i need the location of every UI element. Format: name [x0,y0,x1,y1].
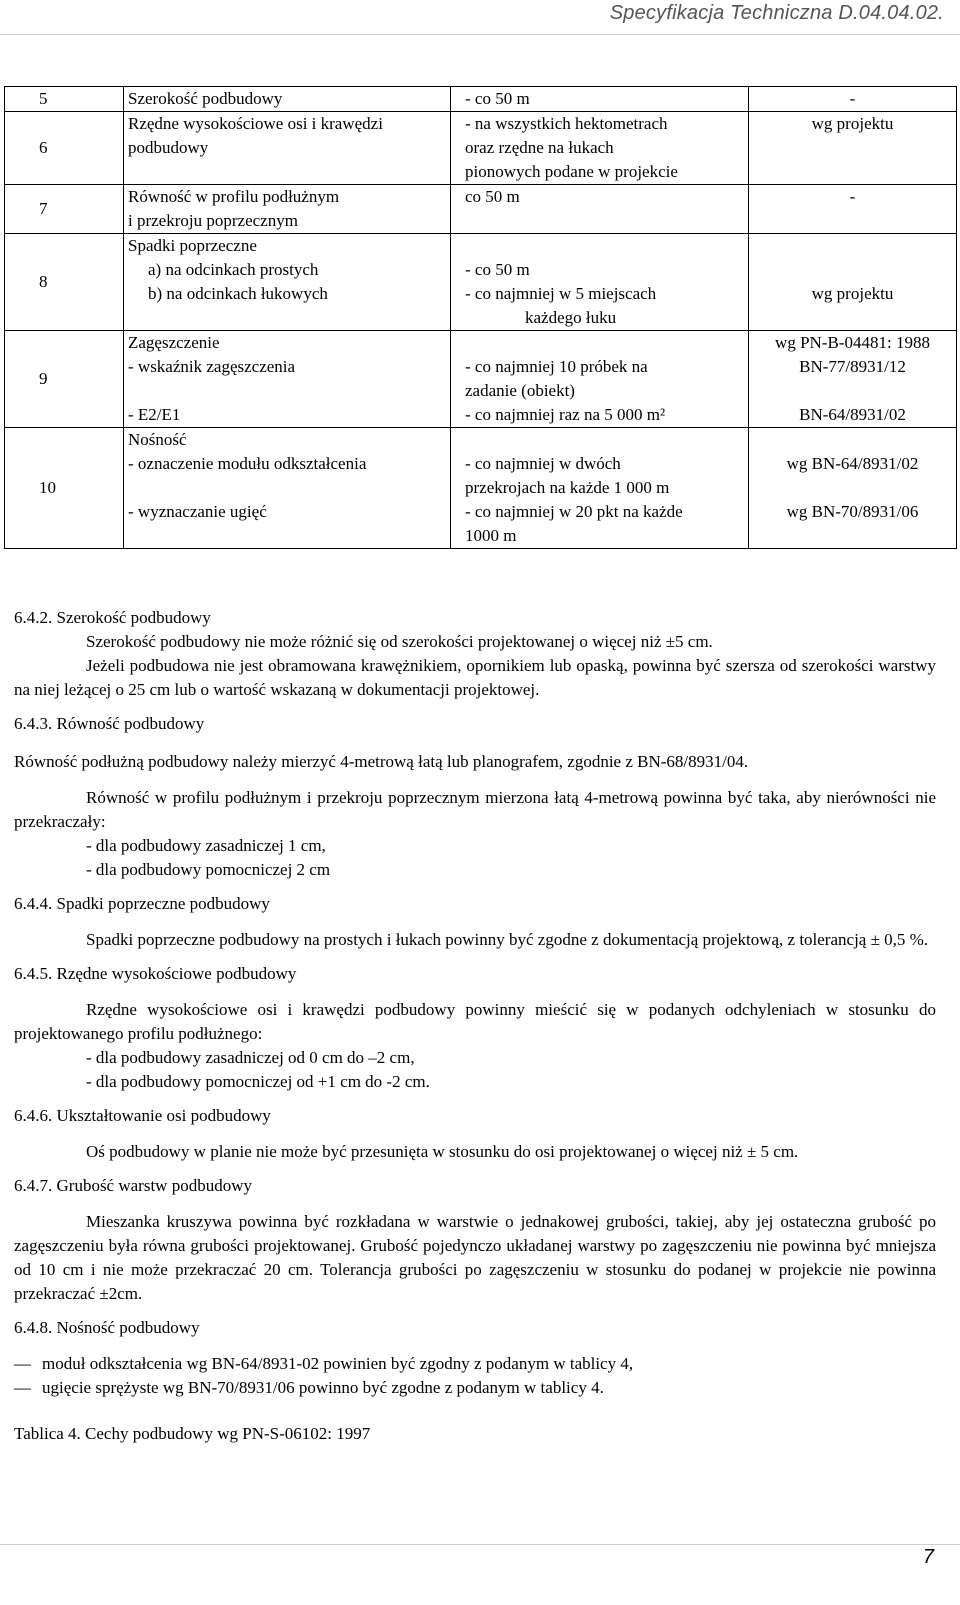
reference [749,234,957,331]
property-name [124,185,451,234]
list-item: - dla podbudowy pomocniczej od +1 cm do -2 cm. [86,1072,430,1091]
header-rule [0,34,960,35]
section-heading: 6.4.3. Równość podbudowy [14,714,205,733]
paragraph: Spadki poprzeczne podbudowy na prostych i łukach powinny być zgodne z dokumentacją projektową, z tolerancją ± 0,5 %. [86,930,929,949]
control-table [4,86,957,549]
property-name [124,112,451,185]
bullet-item [14,1376,936,1400]
bullet-text: moduł odkształcenia wg BN-64/8931-02 powinien być zgodny z podanym w tablicy 4, [42,1354,634,1373]
section-heading: 6.4.7. Grubość warstw podbudowy [14,1176,252,1195]
table-row-6 [5,112,957,185]
table-caption: Tablica 4. Cechy podbudowy wg PN-S-06102: 1997 [14,1424,371,1443]
property-line: Równość w profilu podłużnym [128,187,340,206]
property-line: Zagęszczenie [128,333,220,352]
row-number: 6 [5,112,124,185]
bullet-text: ugięcie sprężyste wg BN-70/8931/06 powinno być zgodne z podanym w tablicy 4. [42,1378,604,1397]
bullet-dash: — [14,1378,31,1397]
paragraph: Jeżeli podbudowa nie jest obramowana krawężnikiem, opornikiem lub opaską, powinna być szersza od szerokości warstwy na niej leżącej o 25 cm lub o wartość wskazaną w dokumentacji projektowej. [14,656,936,699]
section-heading: 6.4.8. Nośność podbudowy [14,1318,200,1337]
frequency-line: - na wszystkich hektometrach [465,114,668,133]
frequency-line: - co najmniej w 5 miejscach [465,284,657,303]
property-line: Rzędne wysokościowe osi i krawędzi [128,114,383,133]
frequency-line: - co najmniej 10 próbek na [465,357,648,376]
bullet-item [14,1352,936,1376]
paragraph: Rzędne wysokościowe osi i krawędzi podbudowy powinny mieścić się w podanych odchyleniach w stosunku do projektowanego profilu podłużnego: [14,1000,936,1043]
row-number: 5 [5,87,124,112]
page-number: 7 [922,1546,934,1568]
reference-line: wg BN-70/8931/06 [786,502,919,521]
paragraph: Szerokość podbudowy nie może różnić się od szerokości projektowanej o więcej niż ±5 cm. [86,632,713,651]
reference: wg projektu [749,112,957,185]
table-row-8 [5,234,957,331]
property-line: Nośność [128,430,187,449]
property-line: podbudowy [128,138,209,157]
row-number: 7 [5,185,124,234]
table-row-7 [5,185,957,234]
property-line: - E2/E1 [128,405,181,424]
paragraph: Oś podbudowy w planie nie może być przesunięta w stosunku do osi projektowanej o więcej niż ± 5 cm. [86,1142,799,1161]
reference: - [749,87,957,112]
reference [749,331,957,428]
reference-line: wg PN-B-04481: 1988 [775,333,930,352]
section-heading: 6.4.2. Szerokość podbudowy [14,608,211,627]
reference [749,428,957,549]
body-text [14,606,936,1446]
frequency-line: zadanie (obiekt) [465,381,575,400]
test-frequency: - co 50 m [451,87,749,112]
frequency-line: - co 50 m [465,260,530,279]
test-frequency: co 50 m [451,185,749,234]
reference-line: wg BN-64/8931/02 [786,454,919,473]
frequency-line: oraz rzędne na łukach [465,138,614,157]
row-number: 9 [5,331,124,428]
property-line: - wyznaczanie ugięć [128,502,267,521]
row-number: 8 [5,234,124,331]
frequency-line: - co najmniej raz na 5 000 m² [465,405,666,424]
list-item: - dla podbudowy pomocniczej 2 cm [86,860,331,879]
frequency-line: przekrojach na każde 1 000 m [465,478,670,497]
frequency-line: 1000 m [465,526,517,545]
property-line: a) na odcinkach prostych [148,260,319,279]
property-line: - wskaźnik zagęszczenia [128,357,296,376]
frequency-line: - co najmniej w dwóch [465,454,621,473]
property-name [124,428,451,549]
test-frequency [451,234,749,331]
reference-line: wg projektu [811,284,894,303]
property-name [124,331,451,428]
list-item: - dla podbudowy zasadniczej 1 cm, [86,836,326,855]
property-name: Szerokość podbudowy [124,87,451,112]
section-heading: 6.4.4. Spadki poprzeczne podbudowy [14,894,270,913]
reference-line: BN-64/8931/02 [799,405,906,424]
property-line: b) na odcinkach łukowych [148,284,328,303]
frequency-line: pionowych podane w projekcie [465,162,678,181]
paragraph: Równość w profilu podłużnym i przekroju poprzecznym mierzona łatą 4-metrową powinna być taka, aby nierówności nie przekraczały: [14,788,936,831]
reference-line: BN-77/8931/12 [799,357,906,376]
property-line: Spadki poprzeczne [128,236,257,255]
property-name [124,234,451,331]
table-row-9 [5,331,957,428]
document-header-title: Specyfikacja Techniczna D.04.04.02. [609,2,944,24]
table-row-10 [5,428,957,549]
frequency-line: każdego łuku [525,308,617,327]
test-frequency [451,331,749,428]
frequency-line: - co najmniej w 20 pkt na każde [465,502,683,521]
bullet-dash: — [14,1354,31,1373]
reference: - [749,185,957,234]
table-row-5 [5,87,957,112]
paragraph: Równość podłużną podbudowy należy mierzyć 4-metrową łatą lub planografem, zgodnie z BN-68/8931/04. [14,752,749,771]
test-frequency [451,428,749,549]
property-line: - oznaczenie modułu odkształcenia [128,454,367,473]
row-number: 10 [5,428,124,549]
footer-rule [0,1544,960,1545]
property-line: i przekroju poprzecznym [128,211,298,230]
section-heading: 6.4.5. Rzędne wysokościowe podbudowy [14,964,297,983]
paragraph: Mieszanka kruszywa powinna być rozkładana w warstwie o jednakowej grubości, takiej, aby jej ostateczna grubość po zagęszczeniu była równa grubości projektowanej. Grubość pojedynczo układanej warstwy po zagęszczeniu nie powinna być mniejsza od 10 cm i nie może przekraczać 20 cm. Tolerancja grubości po zagęszczeniu w stosunku do podanej w projekcie nie powinna przekraczać ±2cm. [14,1212,936,1303]
list-item: - dla podbudowy zasadniczej od 0 cm do –2 cm, [86,1048,415,1067]
section-heading: 6.4.6. Ukształtowanie osi podbudowy [14,1106,271,1125]
test-frequency [451,112,749,185]
